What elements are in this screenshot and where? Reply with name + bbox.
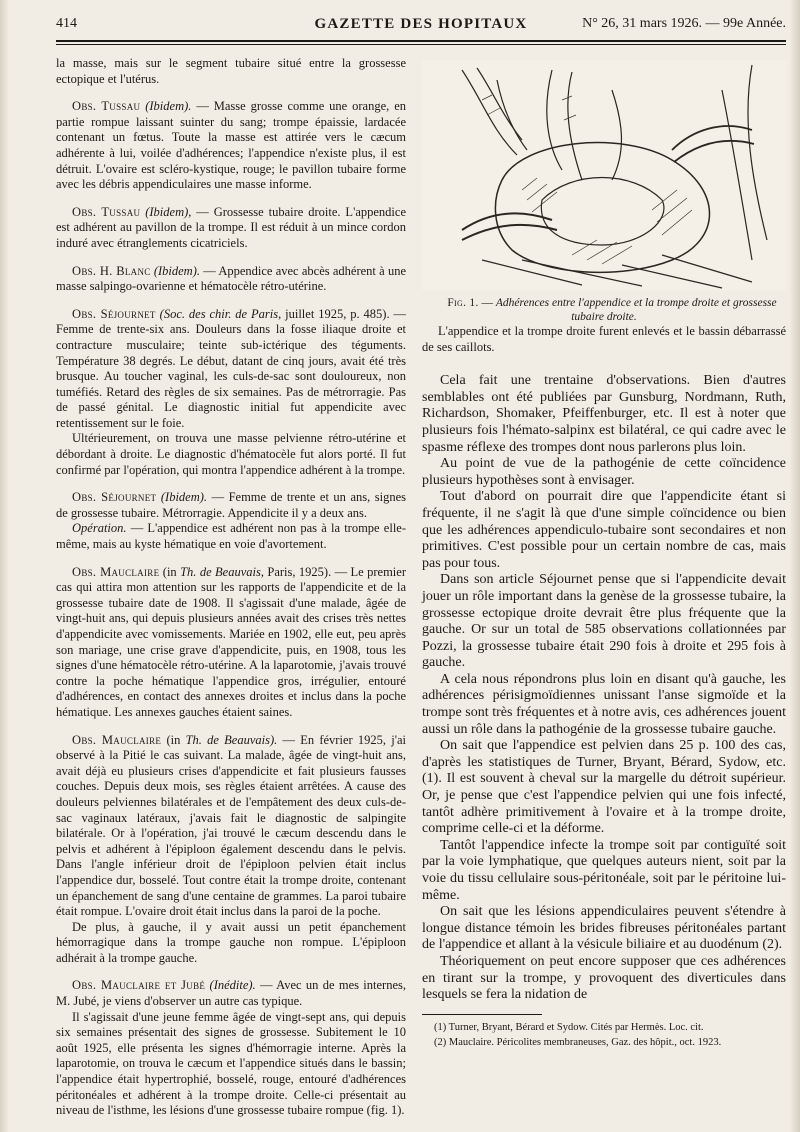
paragraph bbox=[56, 521, 406, 552]
paragraph: De plus, à gauche, il y avait aussi un petit épanchement hémorragique dans la trompe gauche non rompue. L'épiploon adhérait à la trompe gauche. bbox=[56, 919, 406, 965]
observation bbox=[56, 99, 406, 193]
observation-text: — Femme de trente-six ans. Douleurs dans la fosse iliaque droite et contracture musculaire; teinte sub-ictérique des téguments. Température 38 degrés. Le début, datant de cinq jours, avait été très brusque. Au toucher vaginal, les culs-de-sac sont douloureux, non tuméfiés. Retard des règles de six semaines. Pas de métrorragie. Pas de passé génital. Le diagnostic initial fut appendicite avec retentissement sur le foie. bbox=[56, 306, 407, 430]
observation-ref: (Soc. des chir. de Paris, bbox=[159, 306, 282, 321]
running-head bbox=[56, 16, 786, 38]
observation-head: Obs. Tussau bbox=[72, 99, 141, 114]
journal-title: GAZETTE DES HOPITAUX bbox=[314, 16, 528, 32]
observation bbox=[56, 307, 406, 432]
observation-ref-pre: (in bbox=[162, 564, 181, 579]
left-column bbox=[56, 56, 406, 1119]
observation-ref: (Ibidem). bbox=[153, 263, 200, 278]
observation-ref: Th. de Beauvais, bbox=[180, 564, 264, 579]
observation-ref-rest: Paris, 1925). bbox=[263, 564, 332, 579]
paragraph: Ultérieurement, on trouva une masse pelvienne rétro-utérine et débordant à droite. Le diagnostic d'hématocèle fut alors porté. Il fut confirmé par l'opération, qui montra l'appendice adhérent à la trompe. bbox=[56, 431, 406, 477]
header-rule bbox=[56, 40, 786, 42]
paragraph: la masse, mais sur le segment tubaire situé entre la grossesse ectopique et l'utérus. bbox=[56, 56, 406, 86]
paragraph: Dans son article Séjournet pense que si l'appendicite devait jouer un rôle important dans la genèse de la grossesse tubaire, la grossesse ectopique droite devrait être plus fréquente que la gauche. Or sur un total de 585 observations collationnées par Pozzi, la grossesse tubaire était 290 fois à droite et 295 fois à gauche. bbox=[422, 572, 786, 671]
figure-caption-text: Adhérences entre l'appendice et la trompe droite et grossesse tubaire droite. bbox=[495, 297, 777, 323]
observation bbox=[56, 205, 406, 252]
observation-text: — Avec un de mes internes, M. Jubé, je viens d'observer un autre cas typique. bbox=[56, 978, 407, 1009]
paragraph: Il s'agissait d'une jeune femme âgée de vingt-sept ans, qui depuis six semaines présentait des signes de grossesse. Subitement le 10 août 1925, elle présenta les signes d'hémorragie interne. Après la laparotomie, on trouva le cæcum et l'appendice situés dans le bassin; l'appendice était hypertrophié, bosselé, rouge, entouré d'adhérences péritonéales et adhérent à la trompe droite. Celle-ci présentait au niveau de l'isthme, les lésions d'une grossesse tubaire rompue (fig. 1). bbox=[56, 1009, 406, 1118]
page-edge-right bbox=[790, 0, 800, 1132]
observation bbox=[56, 565, 406, 721]
observation-text: — Femme de trente et un ans, signes de grossesse tubaire. Métrorragie. Appendicite il y a deux ans. bbox=[56, 490, 407, 520]
anatomical-figure bbox=[422, 60, 786, 290]
observation-head: Obs. Mauclaire bbox=[72, 732, 162, 747]
page-number: 414 bbox=[56, 16, 77, 31]
observation-ref-rest: juillet 1925, p. 485). bbox=[281, 306, 390, 321]
discussion-text bbox=[422, 373, 786, 1004]
paragraph: Tout d'abord on pourrait dire que l'appendicite étant si fréquente, il ne s'agit là que d'une simple coïncidence ou bien que les adhérences appendiculo-tubaire sont secondaires et non primitives. C'est possible pour un certain nombre de cas, mais pas pour tous. bbox=[422, 489, 786, 571]
paragraph: Tantôt l'appendice infecte la trompe soit par contiguïté soit par la voie lymphatique, que quelques auteurs nient, soit par la voie du tissu cellulaire sous-péritonéale, soit par le péritoine lui-même. bbox=[422, 837, 786, 903]
right-column bbox=[422, 56, 786, 1051]
header-rule-thin bbox=[56, 44, 786, 45]
observation-text: — Masse grosse comme une orange, en partie rompue laissant suinter du sang; trompe épaissie, lardacée contenant un fœtus. Toute la masse est attirée vers le cæcum adhérente à lui, voilée d'adhérences; l'appendice n'existe plus, il est détruit. L'ovaire est scléro-kystique, rouge; le pavillon tubaire forme avec les débris appendiculaires une masse informe. bbox=[56, 99, 406, 192]
observation-text: — Appendice avec abcès adhérent à une masse salpingo-ovarienne et hématocèle rétro-utérine. bbox=[56, 263, 407, 294]
paragraph: Théoriquement on peut encore supposer que ces adhérences en tirant sur la trompe, y provoquent des diverticules dans lesquels se fera la nidation de bbox=[422, 953, 786, 1003]
observation bbox=[56, 490, 406, 521]
figure-caption: Fig. 1. — Adhérences entre l'appendice et la trompe droite et grossesse tubaire droite. bbox=[447, 297, 777, 323]
observation-ref: (Ibidem), bbox=[145, 204, 192, 219]
observation-text: — En février 1925, j'ai observé à la Pitié le cas suivant. La malade, âgée de vingt-huit ans, avait déjà eu plusieurs crises d'appendicite et fait plusieurs fausses couches. Depuis deux mois, ses règles étaient arrêtées. A cause des douleurs pelviennes bilatérales et de l'empâtement des deux culs-de-sac vaginaux latéraux, j'avais fait le diagnostic de salpingite bilatérale. Or à l'opération, j'ai trouvé le cæcum descendu dans le pelvis et adhérent à l'épiploon également descendu dans le pelvis. Dans l'angle inférieur droit de l'épiploon pelvien était inclus l'appendice dur, bosselé. Tout contre était la trompe droite, contenant un épanchement de sang d'une centaine de grammes. La paroi tubaire était rompue. L'ovaire droit était inclus dans la paroi de la poche. bbox=[56, 732, 406, 919]
observation-head: Obs. Séjournet bbox=[72, 306, 156, 321]
observation bbox=[56, 733, 406, 920]
operation-text: — L'appendice est adhérent non pas à la trompe elle-même, mais au kyste hématique en voie d'avortement. bbox=[56, 521, 406, 552]
observation-ref: (Ibidem). bbox=[145, 99, 192, 114]
section-spacer bbox=[422, 355, 786, 373]
observation-head: Obs. Tussau bbox=[72, 204, 141, 219]
paragraph: On sait que l'appendice est pelvien dans 25 p. 100 des cas, d'après les statistiques de Turner, Bryant, Bérard, Sydow, etc. (1). Il est souvent à cheval sur la margelle du détroit supérieur. Or, je pense que c'est l'appendice pelvien qui une fois infecté, tantôt adhère primitivement à l'ovaire et à la trompe droite, comprime celle-ci et la déforme. bbox=[422, 738, 786, 837]
observation-ref-pre: (in bbox=[166, 732, 186, 747]
observation-text: — Grossesse tubaire droite. L'appendice est adhérent au pavillon de la trompe. Il est réduit à un mince cordon induré avec étranglements cicatriciels. bbox=[56, 204, 406, 250]
observation-head: Obs. Mauclaire et Jubé bbox=[72, 978, 206, 993]
issue-info: N° 26, 31 mars 1926. — 99e Année. bbox=[582, 16, 786, 31]
footnotes bbox=[422, 1021, 786, 1049]
observation-text: — Le premier cas qui attira mon attention sur les rapports de l'appendicite et de la grossesse tubaire date de 1908. Il s'agissait d'une malade, âgée de vingt-huit ans, qui depuis plusieurs années avait des crises très nettes d'appendicite avec vomissements. Mariée en 1902, elle eut, peu après son mariage, une crise grave d'appendicite, puis, en 1908, tous les signes d'une hématocèle rétro-utérine. A la laparotomie, j'avais trouvé contre la poche hématique l'appendice gros, irrégulier, entouré d'adhérences, en contact des annexes droites et inclus dans la poche hématique. Les annexes gauches étaient saines. bbox=[56, 564, 406, 719]
footnote: (1) Turner, Bryant, Bérard et Sydow. Cités par Hermès. Loc. cit. bbox=[434, 1021, 704, 1033]
observation-ref: (Ibidem). bbox=[160, 490, 208, 505]
observation-head: Obs. Mauclaire bbox=[72, 564, 160, 579]
paragraph: On sait que les lésions appendiculaires peuvent s'étendre à longue distance témoin les brides fibreuses péritonéales partant de l'appendice et allant à la vésicule biliaire et au duodénum (2). bbox=[422, 904, 786, 953]
footnote: (2) Mauclaire. Péricolites membraneuses, Gaz. des hôpit., oct. 1923. bbox=[434, 1036, 722, 1048]
observation-head: Obs. H. Blanc bbox=[72, 263, 151, 278]
observation-head: Obs. Séjournet bbox=[72, 490, 157, 505]
observation-ref: Th. de Beauvais). bbox=[185, 732, 278, 747]
paragraph: Cela fait une trentaine d'observations. Bien d'autres semblables ont été publiées par Gunsburg, Nordmann, Ruth, Richardson, Shomaker, Pfeiffenburger, etc. Il est à noter que plusieurs fois l'hémato-salpinx est bilatéral, ce qui cadre avec le spasme réflexe des trompes dont nous parlerons plus loin. bbox=[422, 373, 786, 455]
figure-label: Fig. 1. bbox=[447, 297, 479, 309]
observation-ref: (Inédite). bbox=[209, 978, 256, 993]
footnote-rule bbox=[422, 1014, 542, 1015]
page-edge-left bbox=[0, 0, 8, 1132]
operation-label: Opération. bbox=[72, 521, 127, 536]
paragraph: L'appendice et la trompe droite furent enlevés et le bassin débarrassé de ses caillots. bbox=[422, 324, 786, 354]
observation bbox=[56, 264, 406, 295]
observation bbox=[56, 978, 406, 1009]
paragraph: Au point de vue de la pathogénie de cette coïncidence plusieurs hypothèses sont à envisager. bbox=[422, 456, 786, 488]
paragraph: A cela nous répondrons plus loin en disant qu'à gauche, les adhérences périsigmoïdiennes unissant l'anse sigmoïde et la trompe sont très fréquentes et à notre avis, ces adhérences jouent aussi un rôle dans la pathogénie de la grossesse tubaire gauche. bbox=[422, 671, 786, 737]
figure-illustration bbox=[422, 60, 786, 290]
